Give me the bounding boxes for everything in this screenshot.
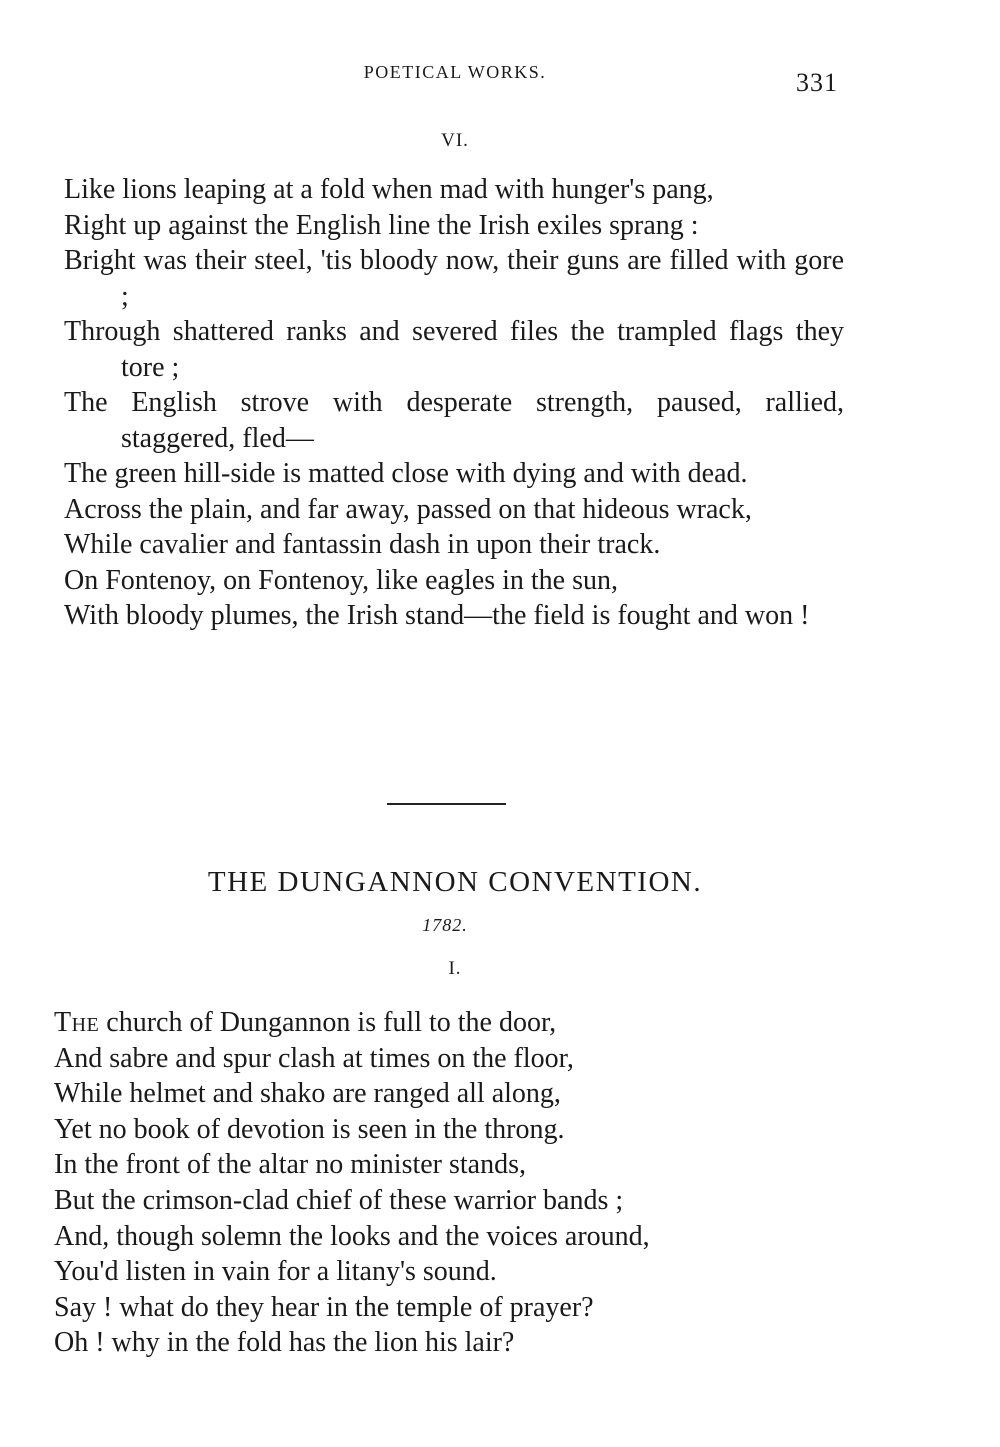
verse-line: With bloody plumes, the Irish stand—the field is fought and won ! bbox=[64, 600, 810, 631]
verse-line: While helmet and shako are ranged all along, bbox=[54, 1078, 561, 1110]
verse-line: Say ! what do they hear in the temple of prayer? bbox=[54, 1291, 594, 1323]
verse-line: Oh ! why in the fold has the lion his lair? bbox=[54, 1327, 515, 1359]
verse-line: And, though solemn the looks and the voices around, bbox=[54, 1220, 650, 1252]
stanza-number: I. bbox=[448, 958, 462, 979]
verse-line: Right up against the English line the Irish exiles sprang : bbox=[64, 209, 699, 241]
stanza-one-verse bbox=[54, 1005, 814, 1361]
verse-line: Like lions leaping at a fold when mad with hunger's pang, bbox=[64, 174, 714, 205]
verse-line: Through shattered ranks and severed files the trampled flags they tore ; bbox=[64, 316, 844, 383]
verse-line: The green hill-side is matted close with dying and with dead. bbox=[64, 458, 748, 489]
verse-line: Bright was their steel, 'tis bloody now, their guns are filled with gore ; bbox=[64, 245, 844, 312]
verse-line: Across the plain, and far away, passed on that hideous wrack, bbox=[64, 493, 752, 525]
verse-line: You'd listen in vain for a litany's sound. bbox=[54, 1256, 497, 1288]
section-divider bbox=[387, 803, 506, 805]
poem-year: 1782. bbox=[422, 915, 468, 935]
page-number: 331 bbox=[796, 68, 838, 97]
stanza-number: VI. bbox=[441, 130, 469, 151]
verse-line: On Fontenoy, on Fontenoy, like eagles in the sun, bbox=[64, 564, 618, 596]
verse-line: Yet no book of devotion is seen in the throng. bbox=[54, 1113, 565, 1145]
running-title: POETICAL WORKS. bbox=[363, 62, 547, 82]
poem-title: THE DUNGANNON CONVENTION. bbox=[207, 866, 703, 898]
verse-line: But the crimson-clad chief of these warrior bands ; bbox=[54, 1184, 624, 1216]
verse-line-text: church of Dungannon is full to the door, bbox=[99, 1007, 557, 1038]
opening-word: The bbox=[54, 1007, 100, 1038]
verse-line: The English strove with desperate strength, paused, rallied, staggered, fled— bbox=[64, 387, 844, 454]
verse-line: And sabre and spur clash at times on the floor, bbox=[54, 1042, 574, 1074]
verse-line bbox=[54, 1005, 814, 1041]
verse-line: While cavalier and fantassin dash in upon their track. bbox=[64, 529, 661, 560]
stanza-six-verse bbox=[64, 172, 844, 634]
verse-line: In the front of the altar no minister stands, bbox=[54, 1149, 526, 1181]
